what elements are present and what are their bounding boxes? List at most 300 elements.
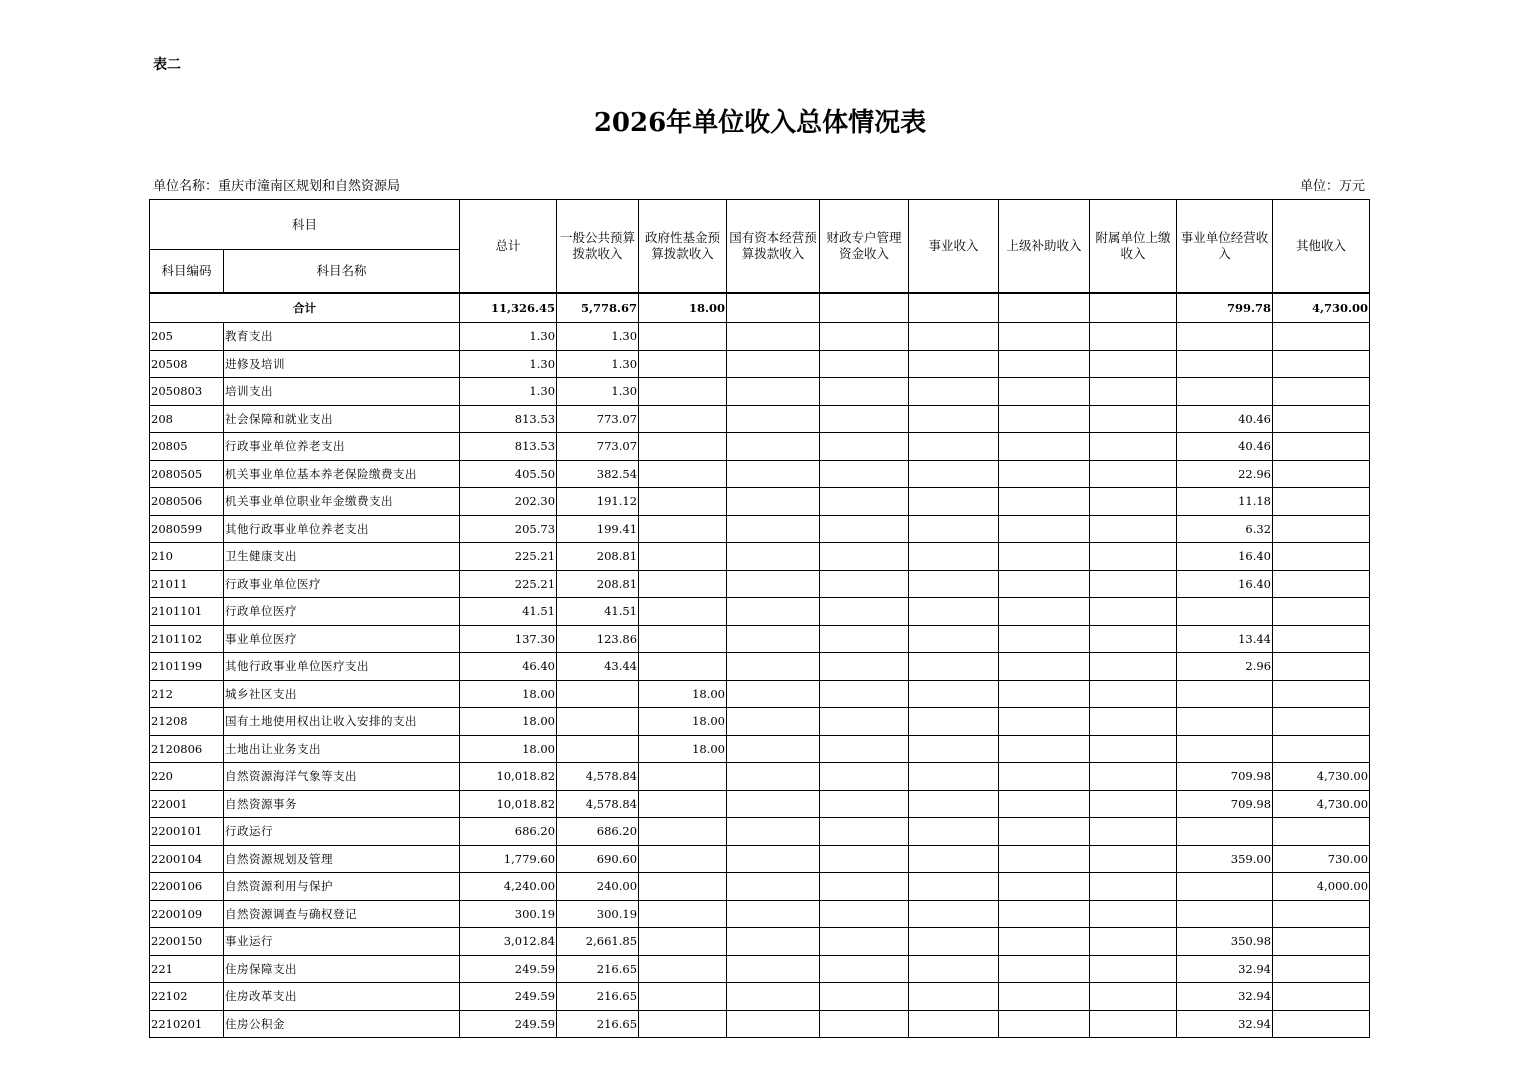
cell-operating: 16.40 — [1177, 570, 1273, 598]
cell-general: 216.65 — [557, 983, 639, 1011]
header-name: 科目名称 — [224, 250, 460, 294]
cell-fund — [639, 845, 727, 873]
cell-name: 其他行政事业单位养老支出 — [224, 515, 460, 543]
cell-state-capital — [727, 598, 820, 626]
cell-subsidy — [999, 818, 1090, 846]
cell-special — [820, 790, 909, 818]
cell-subsidy — [999, 405, 1090, 433]
cell-state-capital — [727, 708, 820, 736]
cell-business — [909, 350, 999, 378]
cell-total: 249.59 — [460, 1010, 557, 1038]
cell-general: 382.54 — [557, 460, 639, 488]
cell-affiliated — [1090, 983, 1177, 1011]
cell-affiliated — [1090, 405, 1177, 433]
cell-fund — [639, 928, 727, 956]
cell-special — [820, 543, 909, 571]
cell-business — [909, 515, 999, 543]
cell-code: 2200150 — [150, 928, 224, 956]
cell-general: 191.12 — [557, 488, 639, 516]
cell-affiliated — [1090, 680, 1177, 708]
cell-other — [1273, 350, 1370, 378]
cell-general: 686.20 — [557, 818, 639, 846]
cell-other — [1273, 900, 1370, 928]
cell-special — [820, 460, 909, 488]
cell-business — [909, 873, 999, 901]
cell-state-capital — [727, 955, 820, 983]
cell-state-capital — [727, 570, 820, 598]
table-row — [150, 488, 1370, 516]
cell-special — [820, 405, 909, 433]
cell-total: 225.21 — [460, 543, 557, 571]
cell-name: 卫生健康支出 — [224, 543, 460, 571]
cell-other — [1273, 625, 1370, 653]
cell-operating: 40.46 — [1177, 433, 1273, 461]
table-row — [150, 1010, 1370, 1038]
cell-affiliated — [1090, 845, 1177, 873]
cell-fund — [639, 790, 727, 818]
cell-business — [909, 625, 999, 653]
cell-name: 行政运行 — [224, 818, 460, 846]
cell-other — [1273, 983, 1370, 1011]
cell-fund: 18.00 — [639, 735, 727, 763]
cell-operating — [1177, 378, 1273, 406]
cell-special — [820, 928, 909, 956]
cell-code: 22001 — [150, 790, 224, 818]
cell-other — [1273, 653, 1370, 681]
cell-code: 210 — [150, 543, 224, 571]
cell-fund — [639, 488, 727, 516]
table-row — [150, 570, 1370, 598]
cell-fund — [639, 1010, 727, 1038]
cell-business — [909, 735, 999, 763]
cell-special — [820, 735, 909, 763]
cell-special — [820, 515, 909, 543]
cell-general: 208.81 — [557, 570, 639, 598]
cell-total: 18.00 — [460, 708, 557, 736]
cell-special — [820, 625, 909, 653]
cell-affiliated — [1090, 818, 1177, 846]
table-row — [150, 460, 1370, 488]
cell-operating: 22.96 — [1177, 460, 1273, 488]
cell-affiliated — [1090, 955, 1177, 983]
cell-state-capital — [727, 763, 820, 791]
cell-operating — [1177, 900, 1273, 928]
cell-name: 自然资源事务 — [224, 790, 460, 818]
cell-state-capital — [727, 405, 820, 433]
cell-business — [909, 845, 999, 873]
cell-subsidy — [999, 873, 1090, 901]
cell-special — [820, 1010, 909, 1038]
cell-state-capital — [727, 460, 820, 488]
cell-business — [909, 818, 999, 846]
table-row — [150, 790, 1370, 818]
cell-special — [820, 900, 909, 928]
cell-special — [820, 378, 909, 406]
cell-code: 21011 — [150, 570, 224, 598]
cell-affiliated — [1090, 543, 1177, 571]
cell-subsidy — [999, 350, 1090, 378]
cell-name: 其他行政事业单位医疗支出 — [224, 653, 460, 681]
cell-operating — [1177, 350, 1273, 378]
cell-subsidy — [999, 323, 1090, 351]
table-row — [150, 928, 1370, 956]
cell-name: 教育支出 — [224, 323, 460, 351]
cell-special — [820, 873, 909, 901]
cell-other — [1273, 928, 1370, 956]
cell-business — [909, 488, 999, 516]
cell-special — [820, 708, 909, 736]
total-subsidy — [999, 293, 1090, 323]
cell-business — [909, 680, 999, 708]
cell-business — [909, 460, 999, 488]
unit-label: 单位：万元 — [1299, 179, 1365, 194]
cell-code: 2101199 — [150, 653, 224, 681]
cell-affiliated — [1090, 735, 1177, 763]
table-row — [150, 350, 1370, 378]
cell-operating: 359.00 — [1177, 845, 1273, 873]
cell-fund: 18.00 — [639, 708, 727, 736]
cell-total: 18.00 — [460, 735, 557, 763]
header-total: 总计 — [460, 200, 557, 294]
cell-name: 培训支出 — [224, 378, 460, 406]
cell-code: 2101102 — [150, 625, 224, 653]
cell-total: 225.21 — [460, 570, 557, 598]
cell-business — [909, 323, 999, 351]
cell-code: 2101101 — [150, 598, 224, 626]
cell-subsidy — [999, 900, 1090, 928]
header-general: 一般公共预算拨款收入 — [557, 200, 639, 294]
cell-fund — [639, 433, 727, 461]
cell-other: 4,000.00 — [1273, 873, 1370, 901]
cell-state-capital — [727, 625, 820, 653]
cell-fund — [639, 873, 727, 901]
cell-name: 进修及培训 — [224, 350, 460, 378]
cell-affiliated — [1090, 460, 1177, 488]
cell-other — [1273, 955, 1370, 983]
cell-name: 自然资源规划及管理 — [224, 845, 460, 873]
cell-general: 4,578.84 — [557, 790, 639, 818]
total-total: 11,326.45 — [460, 293, 557, 323]
table-row — [150, 955, 1370, 983]
header-special: 财政专户管理资金收入 — [820, 200, 909, 294]
cell-total: 686.20 — [460, 818, 557, 846]
cell-subsidy — [999, 488, 1090, 516]
cell-name: 土地出让业务支出 — [224, 735, 460, 763]
cell-general: 773.07 — [557, 405, 639, 433]
total-business — [909, 293, 999, 323]
cell-affiliated — [1090, 873, 1177, 901]
cell-name: 住房公积金 — [224, 1010, 460, 1038]
cell-other — [1273, 735, 1370, 763]
cell-affiliated — [1090, 350, 1177, 378]
cell-operating — [1177, 598, 1273, 626]
table-row — [150, 763, 1370, 791]
cell-operating: 350.98 — [1177, 928, 1273, 956]
cell-other — [1273, 515, 1370, 543]
cell-business — [909, 983, 999, 1011]
cell-total: 3,012.84 — [460, 928, 557, 956]
cell-business — [909, 570, 999, 598]
cell-subsidy — [999, 790, 1090, 818]
table-row — [150, 323, 1370, 351]
cell-state-capital — [727, 900, 820, 928]
cell-subsidy — [999, 460, 1090, 488]
cell-state-capital — [727, 680, 820, 708]
header-state-capital: 国有资本经营预算拨款收入 — [727, 200, 820, 294]
cell-general: 690.60 — [557, 845, 639, 873]
cell-operating — [1177, 708, 1273, 736]
cell-general: 1.30 — [557, 323, 639, 351]
cell-general: 208.81 — [557, 543, 639, 571]
cell-special — [820, 818, 909, 846]
cell-fund: 18.00 — [639, 680, 727, 708]
cell-name: 机关事业单位基本养老保险缴费支出 — [224, 460, 460, 488]
cell-fund — [639, 763, 727, 791]
cell-affiliated — [1090, 790, 1177, 818]
cell-state-capital — [727, 790, 820, 818]
cell-fund — [639, 515, 727, 543]
cell-general: 240.00 — [557, 873, 639, 901]
cell-state-capital — [727, 350, 820, 378]
income-table — [149, 199, 1370, 1038]
cell-fund — [639, 460, 727, 488]
cell-state-capital — [727, 378, 820, 406]
cell-other — [1273, 570, 1370, 598]
cell-affiliated — [1090, 323, 1177, 351]
cell-other — [1273, 433, 1370, 461]
cell-subsidy — [999, 378, 1090, 406]
cell-state-capital — [727, 928, 820, 956]
table-row — [150, 653, 1370, 681]
cell-code: 22102 — [150, 983, 224, 1011]
cell-business — [909, 653, 999, 681]
cell-operating: 709.98 — [1177, 763, 1273, 791]
cell-total: 41.51 — [460, 598, 557, 626]
cell-fund — [639, 625, 727, 653]
cell-affiliated — [1090, 900, 1177, 928]
cell-other — [1273, 378, 1370, 406]
cell-affiliated — [1090, 515, 1177, 543]
table-row — [150, 900, 1370, 928]
cell-general: 2,661.85 — [557, 928, 639, 956]
total-operating: 799.78 — [1177, 293, 1273, 323]
cell-other: 4,730.00 — [1273, 790, 1370, 818]
cell-code: 2080506 — [150, 488, 224, 516]
cell-special — [820, 350, 909, 378]
cell-total: 137.30 — [460, 625, 557, 653]
cell-business — [909, 900, 999, 928]
total-general: 5,778.67 — [557, 293, 639, 323]
cell-general: 300.19 — [557, 900, 639, 928]
cell-general: 43.44 — [557, 653, 639, 681]
cell-state-capital — [727, 735, 820, 763]
cell-general: 216.65 — [557, 1010, 639, 1038]
cell-other — [1273, 818, 1370, 846]
cell-special — [820, 653, 909, 681]
cell-code: 220 — [150, 763, 224, 791]
cell-general — [557, 735, 639, 763]
cell-subsidy — [999, 543, 1090, 571]
cell-operating: 32.94 — [1177, 983, 1273, 1011]
cell-general: 123.86 — [557, 625, 639, 653]
cell-state-capital — [727, 1010, 820, 1038]
cell-operating — [1177, 735, 1273, 763]
cell-state-capital — [727, 983, 820, 1011]
cell-operating: 16.40 — [1177, 543, 1273, 571]
cell-subsidy — [999, 763, 1090, 791]
cell-fund — [639, 323, 727, 351]
cell-subsidy — [999, 1010, 1090, 1038]
cell-subsidy — [999, 598, 1090, 626]
cell-name: 住房保障支出 — [224, 955, 460, 983]
cell-state-capital — [727, 543, 820, 571]
cell-special — [820, 845, 909, 873]
cell-fund — [639, 350, 727, 378]
cell-other — [1273, 460, 1370, 488]
cell-state-capital — [727, 488, 820, 516]
cell-business — [909, 378, 999, 406]
cell-other — [1273, 598, 1370, 626]
table-row — [150, 708, 1370, 736]
cell-general: 1.30 — [557, 350, 639, 378]
cell-name: 行政事业单位医疗 — [224, 570, 460, 598]
cell-state-capital — [727, 873, 820, 901]
cell-affiliated — [1090, 598, 1177, 626]
cell-operating — [1177, 818, 1273, 846]
cell-special — [820, 680, 909, 708]
cell-special — [820, 488, 909, 516]
table-label: 表二 — [153, 57, 181, 73]
cell-code: 2200109 — [150, 900, 224, 928]
cell-business — [909, 790, 999, 818]
total-special — [820, 293, 909, 323]
cell-operating: 2.96 — [1177, 653, 1273, 681]
cell-special — [820, 323, 909, 351]
cell-business — [909, 955, 999, 983]
cell-business — [909, 708, 999, 736]
cell-operating — [1177, 323, 1273, 351]
cell-fund — [639, 900, 727, 928]
cell-subsidy — [999, 708, 1090, 736]
cell-general: 773.07 — [557, 433, 639, 461]
cell-operating: 32.94 — [1177, 1010, 1273, 1038]
total-row — [150, 293, 1370, 323]
cell-other — [1273, 323, 1370, 351]
cell-total: 4,240.00 — [460, 873, 557, 901]
cell-name: 国有土地使用权出让收入安排的支出 — [224, 708, 460, 736]
cell-operating — [1177, 873, 1273, 901]
cell-name: 机关事业单位职业年金缴费支出 — [224, 488, 460, 516]
cell-name: 行政事业单位养老支出 — [224, 433, 460, 461]
cell-code: 2200104 — [150, 845, 224, 873]
table-row — [150, 405, 1370, 433]
cell-other — [1273, 680, 1370, 708]
cell-operating: 13.44 — [1177, 625, 1273, 653]
table-row — [150, 543, 1370, 571]
cell-other — [1273, 488, 1370, 516]
cell-special — [820, 433, 909, 461]
cell-general: 41.51 — [557, 598, 639, 626]
header-business: 事业收入 — [909, 200, 999, 294]
cell-business — [909, 598, 999, 626]
cell-business — [909, 433, 999, 461]
cell-operating: 709.98 — [1177, 790, 1273, 818]
cell-state-capital — [727, 323, 820, 351]
cell-code: 205 — [150, 323, 224, 351]
total-affiliated — [1090, 293, 1177, 323]
total-state-capital — [727, 293, 820, 323]
cell-code: 2120806 — [150, 735, 224, 763]
cell-total: 249.59 — [460, 955, 557, 983]
cell-code: 2080599 — [150, 515, 224, 543]
table-row — [150, 598, 1370, 626]
cell-fund — [639, 570, 727, 598]
cell-operating: 32.94 — [1177, 955, 1273, 983]
header-operating: 事业单位经营收入 — [1177, 200, 1273, 294]
cell-business — [909, 763, 999, 791]
cell-other — [1273, 405, 1370, 433]
cell-business — [909, 928, 999, 956]
cell-name: 自然资源海洋气象等支出 — [224, 763, 460, 791]
cell-subsidy — [999, 928, 1090, 956]
cell-general: 4,578.84 — [557, 763, 639, 791]
cell-affiliated — [1090, 433, 1177, 461]
cell-total: 205.73 — [460, 515, 557, 543]
cell-total: 10,018.82 — [460, 790, 557, 818]
cell-total: 813.53 — [460, 405, 557, 433]
cell-affiliated — [1090, 653, 1177, 681]
cell-operating — [1177, 680, 1273, 708]
cell-code: 2050803 — [150, 378, 224, 406]
cell-business — [909, 1010, 999, 1038]
cell-total: 10,018.82 — [460, 763, 557, 791]
cell-total: 1.30 — [460, 378, 557, 406]
cell-code: 2210201 — [150, 1010, 224, 1038]
cell-subsidy — [999, 680, 1090, 708]
cell-general: 216.65 — [557, 955, 639, 983]
table-row — [150, 433, 1370, 461]
header-other: 其他收入 — [1273, 200, 1370, 294]
cell-total: 405.50 — [460, 460, 557, 488]
cell-total: 18.00 — [460, 680, 557, 708]
cell-code: 221 — [150, 955, 224, 983]
cell-operating: 6.32 — [1177, 515, 1273, 543]
cell-fund — [639, 955, 727, 983]
cell-affiliated — [1090, 1010, 1177, 1038]
cell-affiliated — [1090, 928, 1177, 956]
cell-state-capital — [727, 433, 820, 461]
cell-general: 1.30 — [557, 378, 639, 406]
cell-affiliated — [1090, 625, 1177, 653]
cell-name: 城乡社区支出 — [224, 680, 460, 708]
cell-general — [557, 708, 639, 736]
table-row — [150, 680, 1370, 708]
cell-affiliated — [1090, 708, 1177, 736]
cell-state-capital — [727, 515, 820, 543]
cell-subsidy — [999, 983, 1090, 1011]
cell-special — [820, 763, 909, 791]
cell-name: 住房改革支出 — [224, 983, 460, 1011]
cell-code: 212 — [150, 680, 224, 708]
cell-other: 730.00 — [1273, 845, 1370, 873]
table-row — [150, 378, 1370, 406]
cell-affiliated — [1090, 378, 1177, 406]
cell-business — [909, 543, 999, 571]
header-fund: 政府性基金预算拨款收入 — [639, 200, 727, 294]
cell-affiliated — [1090, 570, 1177, 598]
cell-subsidy — [999, 735, 1090, 763]
table-row — [150, 735, 1370, 763]
